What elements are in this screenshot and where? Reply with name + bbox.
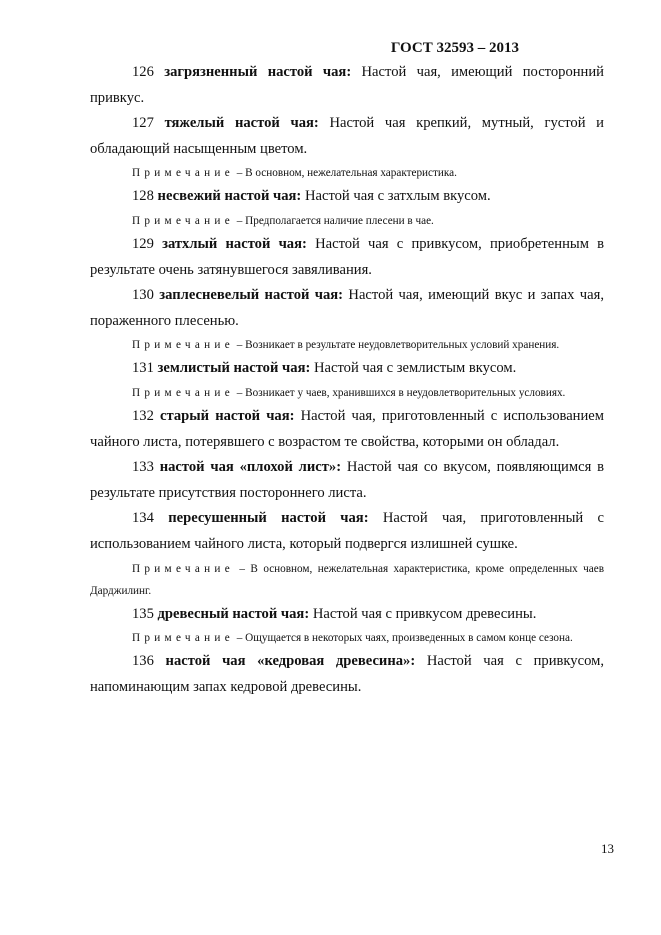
term-definition: Настой чая со вкусом, появляющимся в результате присутствия постороннего листа.: [90, 459, 604, 501]
term-entry: [90, 283, 604, 334]
term-entry: [90, 111, 604, 162]
note-label: Примечание: [132, 386, 234, 399]
term-entry: [90, 455, 604, 506]
term-definition: Настой чая, имеющий вкус и запах чая, пораженного плесенью.: [90, 287, 604, 329]
term-number: 133: [132, 459, 154, 476]
note-text: – Предполагается наличие плесени в чае.: [236, 214, 434, 227]
term-entry: [90, 602, 604, 628]
term-name: заплесневелый настой чая:: [159, 287, 344, 304]
document-header: ГОСТ 32593 – 2013: [390, 40, 519, 56]
note-text: – Ощущается в некоторых чаях, произведенных в самом конце сезона.: [236, 632, 573, 645]
note-entry: [90, 162, 604, 184]
term-name: тяжелый настой чая:: [164, 115, 319, 132]
term-definition: Настой чая, имеющий посторонний привкус.: [90, 64, 604, 106]
term-name: настой чая «кедровая древесина»:: [165, 653, 416, 670]
term-name: старый настой чая:: [160, 407, 295, 424]
term-number: 127: [132, 115, 154, 132]
note-label: Примечание: [132, 339, 234, 352]
note-text: – Возникает в результате неудовлетворительных условий хранения.: [236, 339, 560, 352]
note-label: Примечание: [132, 562, 234, 575]
note-label: Примечание: [132, 632, 234, 645]
term-name: загрязненный настой чая:: [164, 64, 352, 80]
term-number: 126: [132, 64, 154, 80]
term-entry: [90, 649, 604, 700]
term-number: 131: [132, 360, 154, 377]
note-label: Примечание: [132, 214, 234, 227]
term-definition: Настой чая с привкусом древесины.: [312, 605, 537, 622]
term-name: землистый настой чая:: [157, 360, 311, 377]
term-number: 135: [132, 605, 154, 622]
term-definition: Настой чая крепкий, мутный, густой и обладающий насыщенным цветом.: [90, 115, 604, 157]
note-text: – В основном, нежелательная характеристика.: [236, 167, 457, 180]
term-number: 128: [132, 188, 154, 205]
term-number: 136: [132, 653, 154, 670]
note-entry: [90, 558, 604, 602]
term-name: древесный настой чая:: [157, 605, 310, 622]
term-definition: Настой чая с затхлым вкусом.: [304, 188, 491, 205]
term-entry: [90, 232, 604, 283]
term-entry: [90, 60, 604, 111]
term-definition: Настой чая, приготовленный с использованием чайного листа, потерявшего с возрастом те свойства, которыми он обладал.: [90, 407, 605, 450]
term-number: 130: [132, 287, 154, 304]
term-number: 132: [132, 407, 154, 424]
note-entry: [90, 334, 604, 356]
note-text: – В основном, нежелательная характеристика, кроме определенных чаев Дарджилинг.: [90, 562, 604, 597]
term-name: затхлый настой чая:: [162, 235, 307, 252]
note-label: Примечание: [132, 167, 234, 180]
term-entry: [90, 506, 604, 557]
note-entry: [90, 382, 604, 404]
term-name: несвежий настой чая:: [157, 188, 302, 205]
term-name: настой чая «плохой лист»:: [159, 459, 342, 476]
note-text: – Возникает у чаев, хранившихся в неудовлетворительных условиях.: [236, 386, 566, 399]
term-number: 134: [132, 510, 154, 527]
term-entry: [90, 184, 604, 210]
term-definition: Настой чая с землистым вкусом.: [313, 360, 517, 377]
term-entry: [90, 356, 604, 382]
document-body: [90, 60, 604, 700]
term-definition: Настой чая с привкусом, приобретенным в результате очень затянувшегося завяливания.: [90, 235, 605, 278]
term-entry: [90, 404, 604, 455]
term-name: пересушенный настой чая:: [168, 510, 369, 527]
note-entry: [90, 210, 604, 232]
term-number: 129: [132, 235, 154, 252]
term-definition: Настой чая, приготовленный с использованием чайного листа, который подвергся излишней сушке.: [90, 510, 604, 552]
page-number: 13: [601, 841, 614, 856]
note-entry: [90, 627, 604, 649]
term-definition: Настой чая с привкусом, напоминающим запах кедровой древесины.: [90, 653, 604, 695]
